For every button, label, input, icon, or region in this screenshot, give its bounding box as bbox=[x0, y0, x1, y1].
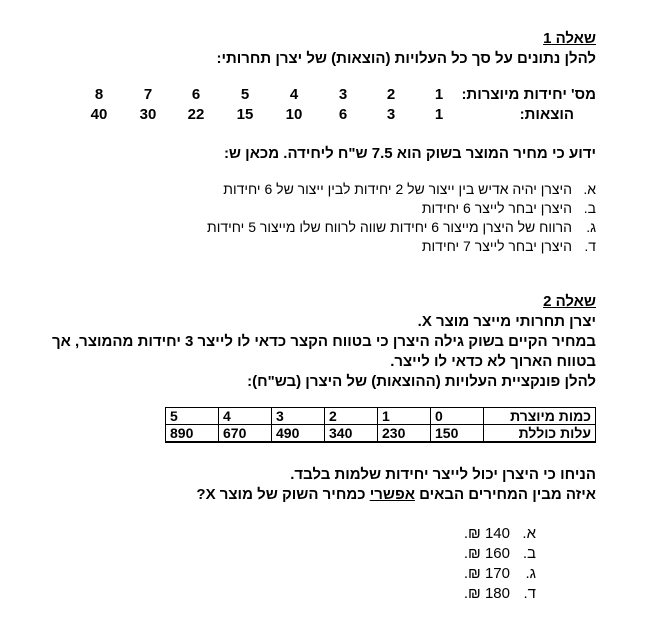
q1-title: שאלה 1 bbox=[543, 30, 596, 47]
q1-unit-value: 4 bbox=[289, 86, 299, 103]
q1-expenses-label: הוצאות: bbox=[519, 106, 574, 123]
q2-option-a[interactable] bbox=[464, 525, 536, 542]
cost-cell: 490 bbox=[272, 425, 325, 443]
q1-unit-value: 3 bbox=[338, 86, 348, 103]
q1-intro: להלן נתונים על סך כל העלויות (הוצאות) של יצרן תחרותי: bbox=[216, 50, 596, 67]
table-row bbox=[166, 408, 596, 425]
option-text: 180 ₪. bbox=[463, 585, 510, 602]
quantity-cell: 0 bbox=[431, 408, 484, 425]
q1-expense-value: 3 bbox=[386, 106, 396, 123]
q1-expense-value: 22 bbox=[187, 106, 205, 123]
q1-unit-value: 2 bbox=[386, 86, 396, 103]
cost-cell: 340 bbox=[325, 425, 378, 443]
q2-question-emphasis: אפשרי bbox=[369, 486, 415, 503]
q1-given: ידוע כי מחיר המוצר בשוק הוא 7.5 ש"ח ליחידה. מכאן ש: bbox=[223, 145, 596, 162]
quantity-cell: 3 bbox=[272, 408, 325, 425]
q2-title: שאלה 2 bbox=[543, 293, 596, 310]
q1-expense-value: 10 bbox=[285, 106, 303, 123]
option-text: 140 ₪. bbox=[463, 525, 510, 542]
q1-option-d[interactable] bbox=[422, 238, 596, 254]
option-letter: ב. bbox=[583, 200, 596, 216]
q2-question-part1: איזה מבין המחירים הבאים bbox=[414, 486, 596, 503]
option-letter: א. bbox=[522, 525, 536, 542]
q1-unit-value: 8 bbox=[94, 86, 104, 103]
q2-line4: להלן פונקציית העלויות (ההוצאות) של היצרן (בש"ח): bbox=[247, 373, 596, 390]
cost-cell: 890 bbox=[166, 425, 219, 443]
q2-line2: במחיר הקיים בשוק גילה היצרן כי בטווח הקצר כדאי לו לייצר 3 יחידות מהמוצר, אך bbox=[51, 333, 596, 350]
option-letter: ג. bbox=[525, 565, 536, 582]
option-letter: א. bbox=[583, 181, 596, 197]
quantity-header: כמות מיוצרת bbox=[484, 408, 596, 425]
option-text: היצרן יבחר לייצר 6 יחידות bbox=[421, 200, 572, 216]
quantity-cell: 4 bbox=[219, 408, 272, 425]
q2-question-part2: כמחיר השוק של מוצר X? bbox=[196, 486, 370, 503]
q1-expense-value: 30 bbox=[139, 106, 157, 123]
option-text: היצרן יהיה אדיש בין ייצור של 2 יחידות לבין ייצור של 6 יחידות bbox=[223, 181, 572, 197]
q1-option-b[interactable] bbox=[422, 200, 596, 216]
q1-unit-value: 6 bbox=[191, 86, 201, 103]
q2-option-c[interactable] bbox=[464, 565, 536, 582]
cost-cell: 670 bbox=[219, 425, 272, 443]
q1-expense-value: 6 bbox=[338, 106, 348, 123]
q2-line3: בטווח הארוך לא כדאי לו לייצר. bbox=[390, 353, 596, 370]
q1-expense-value: 40 bbox=[90, 106, 108, 123]
option-letter: ג. bbox=[586, 219, 596, 235]
q1-unit-value: 1 bbox=[434, 86, 444, 103]
q1-option-a[interactable] bbox=[223, 181, 596, 197]
cost-cell: 230 bbox=[378, 425, 431, 443]
cost-cell: 150 bbox=[431, 425, 484, 443]
option-letter: ב. bbox=[522, 545, 536, 562]
q1-units-label: מס' יחידות מיוצרות: bbox=[461, 86, 596, 103]
q1-option-c[interactable] bbox=[207, 219, 596, 235]
q2-line1: יצרן תחרותי מייצר מוצר X. bbox=[417, 313, 596, 330]
option-text: הרווח של היצרן מייצור 6 יחידות שווה לרווח שלו מייצור 5 יחידות bbox=[207, 219, 572, 235]
option-text: 170 ₪. bbox=[463, 565, 510, 582]
option-text: היצרן יבחר לייצר 7 יחידות bbox=[421, 238, 572, 254]
quantity-cell: 1 bbox=[378, 408, 431, 425]
q1-expense-value: 15 bbox=[236, 106, 254, 123]
q1-unit-value: 7 bbox=[143, 86, 153, 103]
q2-option-d[interactable] bbox=[464, 585, 536, 602]
option-text: 160 ₪. bbox=[463, 545, 510, 562]
cost-table bbox=[165, 407, 596, 443]
quantity-cell: 5 bbox=[166, 408, 219, 425]
q2-question bbox=[196, 486, 596, 503]
q2-option-b[interactable] bbox=[464, 545, 536, 562]
option-letter: ד. bbox=[584, 238, 596, 254]
q1-expense-value: 1 bbox=[434, 106, 444, 123]
q1-unit-value: 5 bbox=[240, 86, 250, 103]
total-cost-header: עלות כוללת bbox=[484, 425, 596, 443]
table-row bbox=[166, 425, 596, 443]
option-letter: ד. bbox=[523, 585, 536, 602]
q2-assumption: הניחו כי היצרן יכול לייצר יחידות שלמות בלבד. bbox=[290, 466, 596, 483]
quantity-cell: 2 bbox=[325, 408, 378, 425]
